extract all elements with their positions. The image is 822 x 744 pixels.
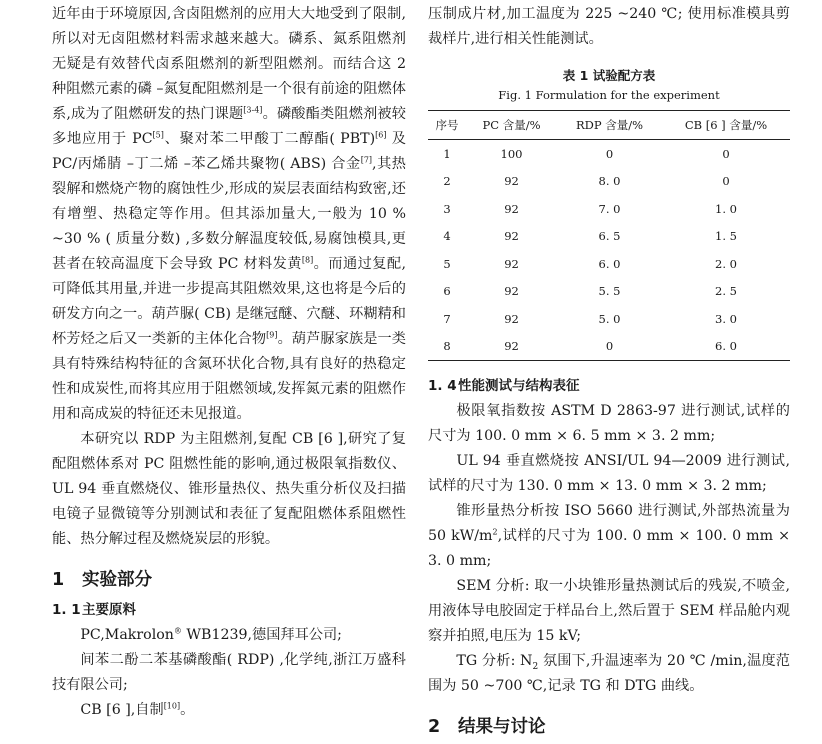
table-row: 5 92 6. 0 2. 0 <box>443 256 737 271</box>
test-ul94: UL 94 垂直燃烧按 ANSI/UL 94—2009 进行测试,试样的尺寸为 130. 0 mm × 13. 0 mm × 3. 2 mm; <box>428 453 790 494</box>
right-column <box>428 2 790 744</box>
table-header: PC 含量/% <box>482 118 541 132</box>
citation: [10] <box>163 701 181 711</box>
citation: [7] <box>360 155 373 165</box>
section-1-heading: 1 实验部分 <box>52 570 152 590</box>
test-cone: 锥形量热分析按 ISO 5660 进行测试,外部热流量为 50 $kW/m^2$,试样的尺寸为 100. 0 mm × 100. 0 mm × 3. 0 mm; <box>428 503 790 569</box>
section-2-heading: 2 结果与讨论 <box>428 717 546 737</box>
table-header: CB [6 ] 含量/% <box>684 118 768 132</box>
citation: [5] <box>152 130 164 140</box>
test-sem: SEM 分析: 取一小块锥形量热测试后的残炭,不喷金,用液体导电胶固定于样品台上,然后置于 SEM 样品舱内观察并拍照,电压为 15 kV; <box>428 578 790 644</box>
material-pc: PC,Makrolon® WB1239,德国拜耳公司; <box>80 626 342 643</box>
table-row: 6 92 5. 5 2. 5 <box>443 284 737 299</box>
test-tg: TG 分析: $N_2$ 氛围下,升温速率为 20 ℃ /min,温度范围为 50 ~700 ℃,记录 TG 和 DTG 曲线。 <box>428 653 790 694</box>
citation: [9] <box>266 330 278 340</box>
table-row: 8 92 0 6. 0 <box>428 333 790 361</box>
citation: [6] <box>375 130 387 140</box>
intro-paragraph: 近年由于环境原因,含卤阻燃剂的应用大大地受到了限制,所以对无卤阻燃材料需求越来越大。磷系、氮系阻燃剂无疑是有效替代卤系阻燃剂的新型阻燃剂。而结合这 2 种阻燃元素的磷 –氮复配阻燃剂是一个很有前途的阻燃体系,成为了阻燃研发的热门课题[3-4]。磷酸酯类阻燃剂被较多地应用于 PC[5]、聚对苯二甲酸丁二醇酯( PBT)[6] 及 PC/丙烯腈 –丁二烯 –苯乙烯共聚物( ABS) 合金[7],其热裂解和燃烧产物的腐蚀性少,形成的炭层表面结构致密,还有增塑、热稳定等作用。但其添加量大,一般为 10 % ~30 % ( 质量分数) ,多数分解温度较低,易腐蚀模具,更甚者在较高温度下会导致 PC 材料发黄[8]。而通过复配,可降低其用量,并进一步提高其阻燃效果,这也将是今后的研发方向之一。葫芦脲( CB) 是继冠醚、穴醚、环糊精和杯芳烃之后又一类新的主体化合物[9]。葫芦脲家族是一类具有特殊结构特征的含氮环状化合物,具有良好的热稳定性和成炭性,而将其应用于阻燃领域,发挥氮元素的阻燃作用和高成炭的特征还未见报道。 <box>52 6 406 422</box>
table-header-row <box>428 111 790 140</box>
section-1-1-heading: 1. 1主要原料 <box>52 602 136 618</box>
table-header: RDP 含量/% <box>575 118 644 132</box>
table-row: 4 92 6. 5 1. 5 <box>443 229 737 244</box>
table-caption-en: Fig. 1 Formulation for the experiment <box>498 88 720 102</box>
table-row: 3 92 7. 0 1. 0 <box>443 201 737 216</box>
table-header: 序号 <box>435 118 459 132</box>
citation: [8] <box>301 255 314 265</box>
study-paragraph: 本研究以 RDP 为主阻燃剂,复配 CB [6 ],研究了复配阻燃体系对 PC 阻燃性能的影响,通过极限氧指数仪、UL 94 垂直燃烧仪、锥形量热仪、热失重分析仪及扫描电镜子显微镜等分别测试和表征了复配阻燃体系阻燃性能、热分解过程及燃烧炭层的形貌。 <box>52 431 406 547</box>
material-cb6: CB [6 ],自制[10]。 <box>80 701 195 718</box>
table-row: 2 92 8. 0 0 <box>443 174 730 189</box>
citation: [3-4] <box>243 105 263 115</box>
left-column <box>52 2 406 723</box>
processing-paragraph: 压制成片材,加工温度为 225 ~240 ℃; 使用标准模具剪裁样片,进行相关性能测试。 <box>428 6 790 47</box>
table-caption-cn: 表 1 试验配方表 <box>562 68 656 83</box>
test-loi: 极限氧指数按 ASTM D 2863-97 进行测试,试样的尺寸为 100. 0 mm × 6. 5 mm × 3. 2 mm; <box>428 403 790 444</box>
material-rdp: 间苯二酚二苯基磷酸酯( RDP) ,化学纯,浙江万盛科技有限公司; <box>52 652 406 693</box>
formulation-table <box>428 110 790 361</box>
table-row: 7 92 5. 0 3. 0 <box>443 311 737 326</box>
table-row: 1 100 0 0 <box>443 146 730 161</box>
section-1-4-heading: 1. 4性能测试与结构表征 <box>428 378 580 394</box>
